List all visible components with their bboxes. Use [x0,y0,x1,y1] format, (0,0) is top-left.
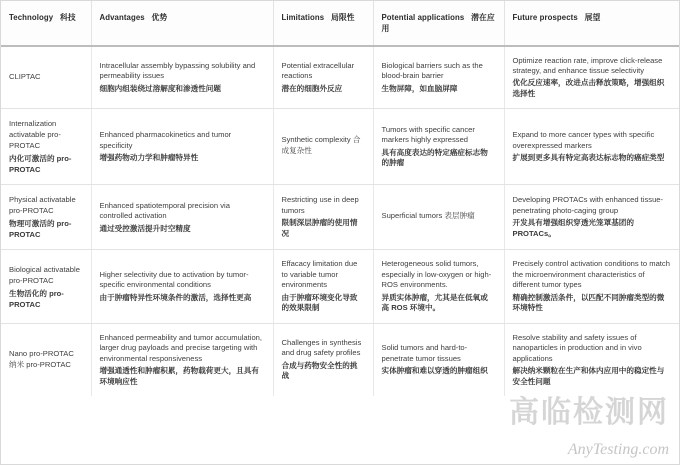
column-header-technology [1,1,91,46]
table-row [1,46,679,109]
header-label-en: Advantages [99,13,145,22]
cell-text-en: Enhanced pharmacokinetics and tumor specificity [99,130,232,150]
cell-future-prospects [504,109,679,185]
header-label-en: Potential applications [381,13,465,22]
cell-text-en: Effacacy limitation due to variable tumor environments [281,259,358,290]
cell-text-en: Biological barriers such as the blood-brain barrier [381,60,483,81]
table-row [1,185,679,250]
cell-limitations [273,185,373,250]
cell-text-zh: 精确控制激活条件，以匹配不同肿瘤类型的微环境特性 [512,292,665,313]
header-label-zh: 潜在应用 [381,13,495,33]
table-header [1,1,679,46]
cell-text-zh: 具有高度表达的特定癌症标志物的肿瘤 [381,147,488,168]
header-label-zh: 展望 [584,13,601,22]
cell-technology [1,185,91,250]
cell-text-zh: 增强药物动力学和肿瘤特异性 [99,153,199,163]
cell-technology [1,46,91,109]
cell-text-en: Resolve stability and safety issues of nanoparticles in production and in vivo applications [512,332,642,363]
cell-future-prospects [504,250,679,323]
cell-text-zh: 合成与药物安全性的挑战 [281,360,358,381]
column-header-potential-applications [373,1,504,46]
cell-text-zh: 实体肿瘤和难以穿透的肿瘤组织 [381,366,488,376]
cell-text-en: Precisely control activation conditions to match the microenvironment characteristics of different tumor types [512,259,670,290]
watermark-english-text: AnyTesting.com [567,441,669,458]
cell-text-zh: 解决纳米颗粒在生产和体内应用中的稳定性与安全性问题 [512,366,665,386]
cell-technology [1,250,91,323]
cell-advantages [91,185,273,250]
cell-text-en: Superficial tumors 表层肿瘤 [381,211,475,221]
table-row [1,250,679,323]
cell-text-en: Restricting use in deep tumors [281,195,359,215]
cell-potential-applications [373,109,504,185]
cell-text-zh: 生物活化的 pro-PROTAC [9,288,64,309]
cell-text-zh: 异质实体肿瘤，尤其是在低氧或高 ROS 环境中。 [381,292,488,313]
cell-future-prospects [504,185,679,250]
column-header-advantages [91,1,273,46]
header-row [1,1,679,46]
cell-text-en: Challenges in synthesis and drug safety profiles [281,337,362,358]
cell-text-zh: 由于肿瘤环境变化导致的效果限制 [281,292,358,313]
cell-text-en: Tumors with specific cancer markers highly expressed [381,124,475,145]
cell-text-zh: 扩展到更多具有特定高表达标志物的癌症类型 [512,153,665,163]
cell-text-zh: 开发具有增强组织穿透光笼罩基团的PROTACs。 [512,218,634,238]
cell-text-en: Higher selectivity due to activation by tumor-specific environmental conditions [99,269,249,290]
cell-text-zh: 通过受控激活提升时空精度 [99,223,191,233]
cell-text-en: CLIPTAC [9,71,41,81]
cell-text-zh: 内化可激活的 pro-PROTAC [9,154,72,175]
table-row [1,109,679,185]
cell-technology [1,323,91,396]
header-label-en: Technology [9,13,54,22]
cell-text-en: Solid tumors and hard-to-penetrate tumor tissues [381,343,468,363]
cell-advantages [91,323,273,396]
cell-text-zh: 生物屏障，如血脑屏障 [381,83,458,93]
header-label-zh: 优势 [151,13,168,22]
column-header-future-prospects [504,1,679,46]
cell-potential-applications [373,250,504,323]
header-label-zh: 科技 [60,13,76,22]
cell-text-en: Potential extracellular reactions [281,60,355,81]
cell-potential-applications [373,46,504,109]
cell-technology [1,109,91,185]
header-label-zh: 局限性 [331,13,355,22]
cell-future-prospects [504,46,679,109]
cell-text-zh: 潜在的细胞外反应 [281,83,343,93]
cell-text-en: Enhanced permeability and tumor accumulation, larger drug payloads and precise targeting with environmental responsiveness [99,332,263,363]
cell-future-prospects [504,323,679,396]
cell-text-zh: 限制深层肿瘤的使用情况 [281,218,358,238]
cell-potential-applications [373,185,504,250]
column-header-limitations [273,1,373,46]
cell-text-zh: 增强通透性和肿瘤积累，药物载荷更大，且具有环境响应性 [99,366,259,386]
cell-text-en: Internalization activatable pro-PROTAC [9,119,61,151]
cell-limitations [273,46,373,109]
cell-limitations [273,250,373,323]
cell-text-en: Enhanced spatiotemporal precision via controlled activation [99,200,230,221]
cell-text-en: Expand to more cancer types with specific overexpressed markers [512,130,655,150]
cell-text-en: Intracellular assembly bypassing solubility and permeability issues [99,60,256,81]
header-label-en: Future prospects [512,13,578,22]
cell-text-en: Developing PROTACs with enhanced tissue-penetrating photo-caging group [512,195,664,215]
cell-text-en: Physical activatable pro-PROTAC [9,195,76,216]
cell-text-zh: 由于肿瘤特异性环境条件的激活，选择性更高 [99,292,252,302]
cell-advantages [91,109,273,185]
cell-text-en: Biological activatable pro-PROTAC [9,264,80,285]
cell-text-en: Synthetic complexity 合成复杂性 [281,135,361,155]
table-body [1,46,679,397]
cell-advantages [91,46,273,109]
cell-potential-applications [373,323,504,396]
cell-text-zh: 优化反应速率，改进点击释放策略，增强组织选择性 [512,78,665,98]
cell-text-zh: 细胞内组装绕过溶解度和渗透性问题 [99,83,221,93]
header-label-en: Limitations [281,13,325,22]
technology-comparison-table [1,1,679,396]
table-row [1,323,679,396]
cell-limitations [273,323,373,396]
watermark-chinese-text: 高临检测网 [509,396,669,429]
cell-text-en: Nano pro-PROTAC 纳米 pro-PROTAC [9,348,74,369]
cell-advantages [91,250,273,323]
cell-text-en: Heterogeneous solid tumors, especially in low-oxygen or high-ROS environments. [381,259,492,290]
watermark [458,398,673,460]
cell-text-en: Optimize reaction rate, improve click-release strategy, and enhance tissue selectivity [512,55,663,75]
cell-text-zh: 物理可激活的 pro-PROTAC [9,219,72,240]
cell-limitations [273,109,373,185]
